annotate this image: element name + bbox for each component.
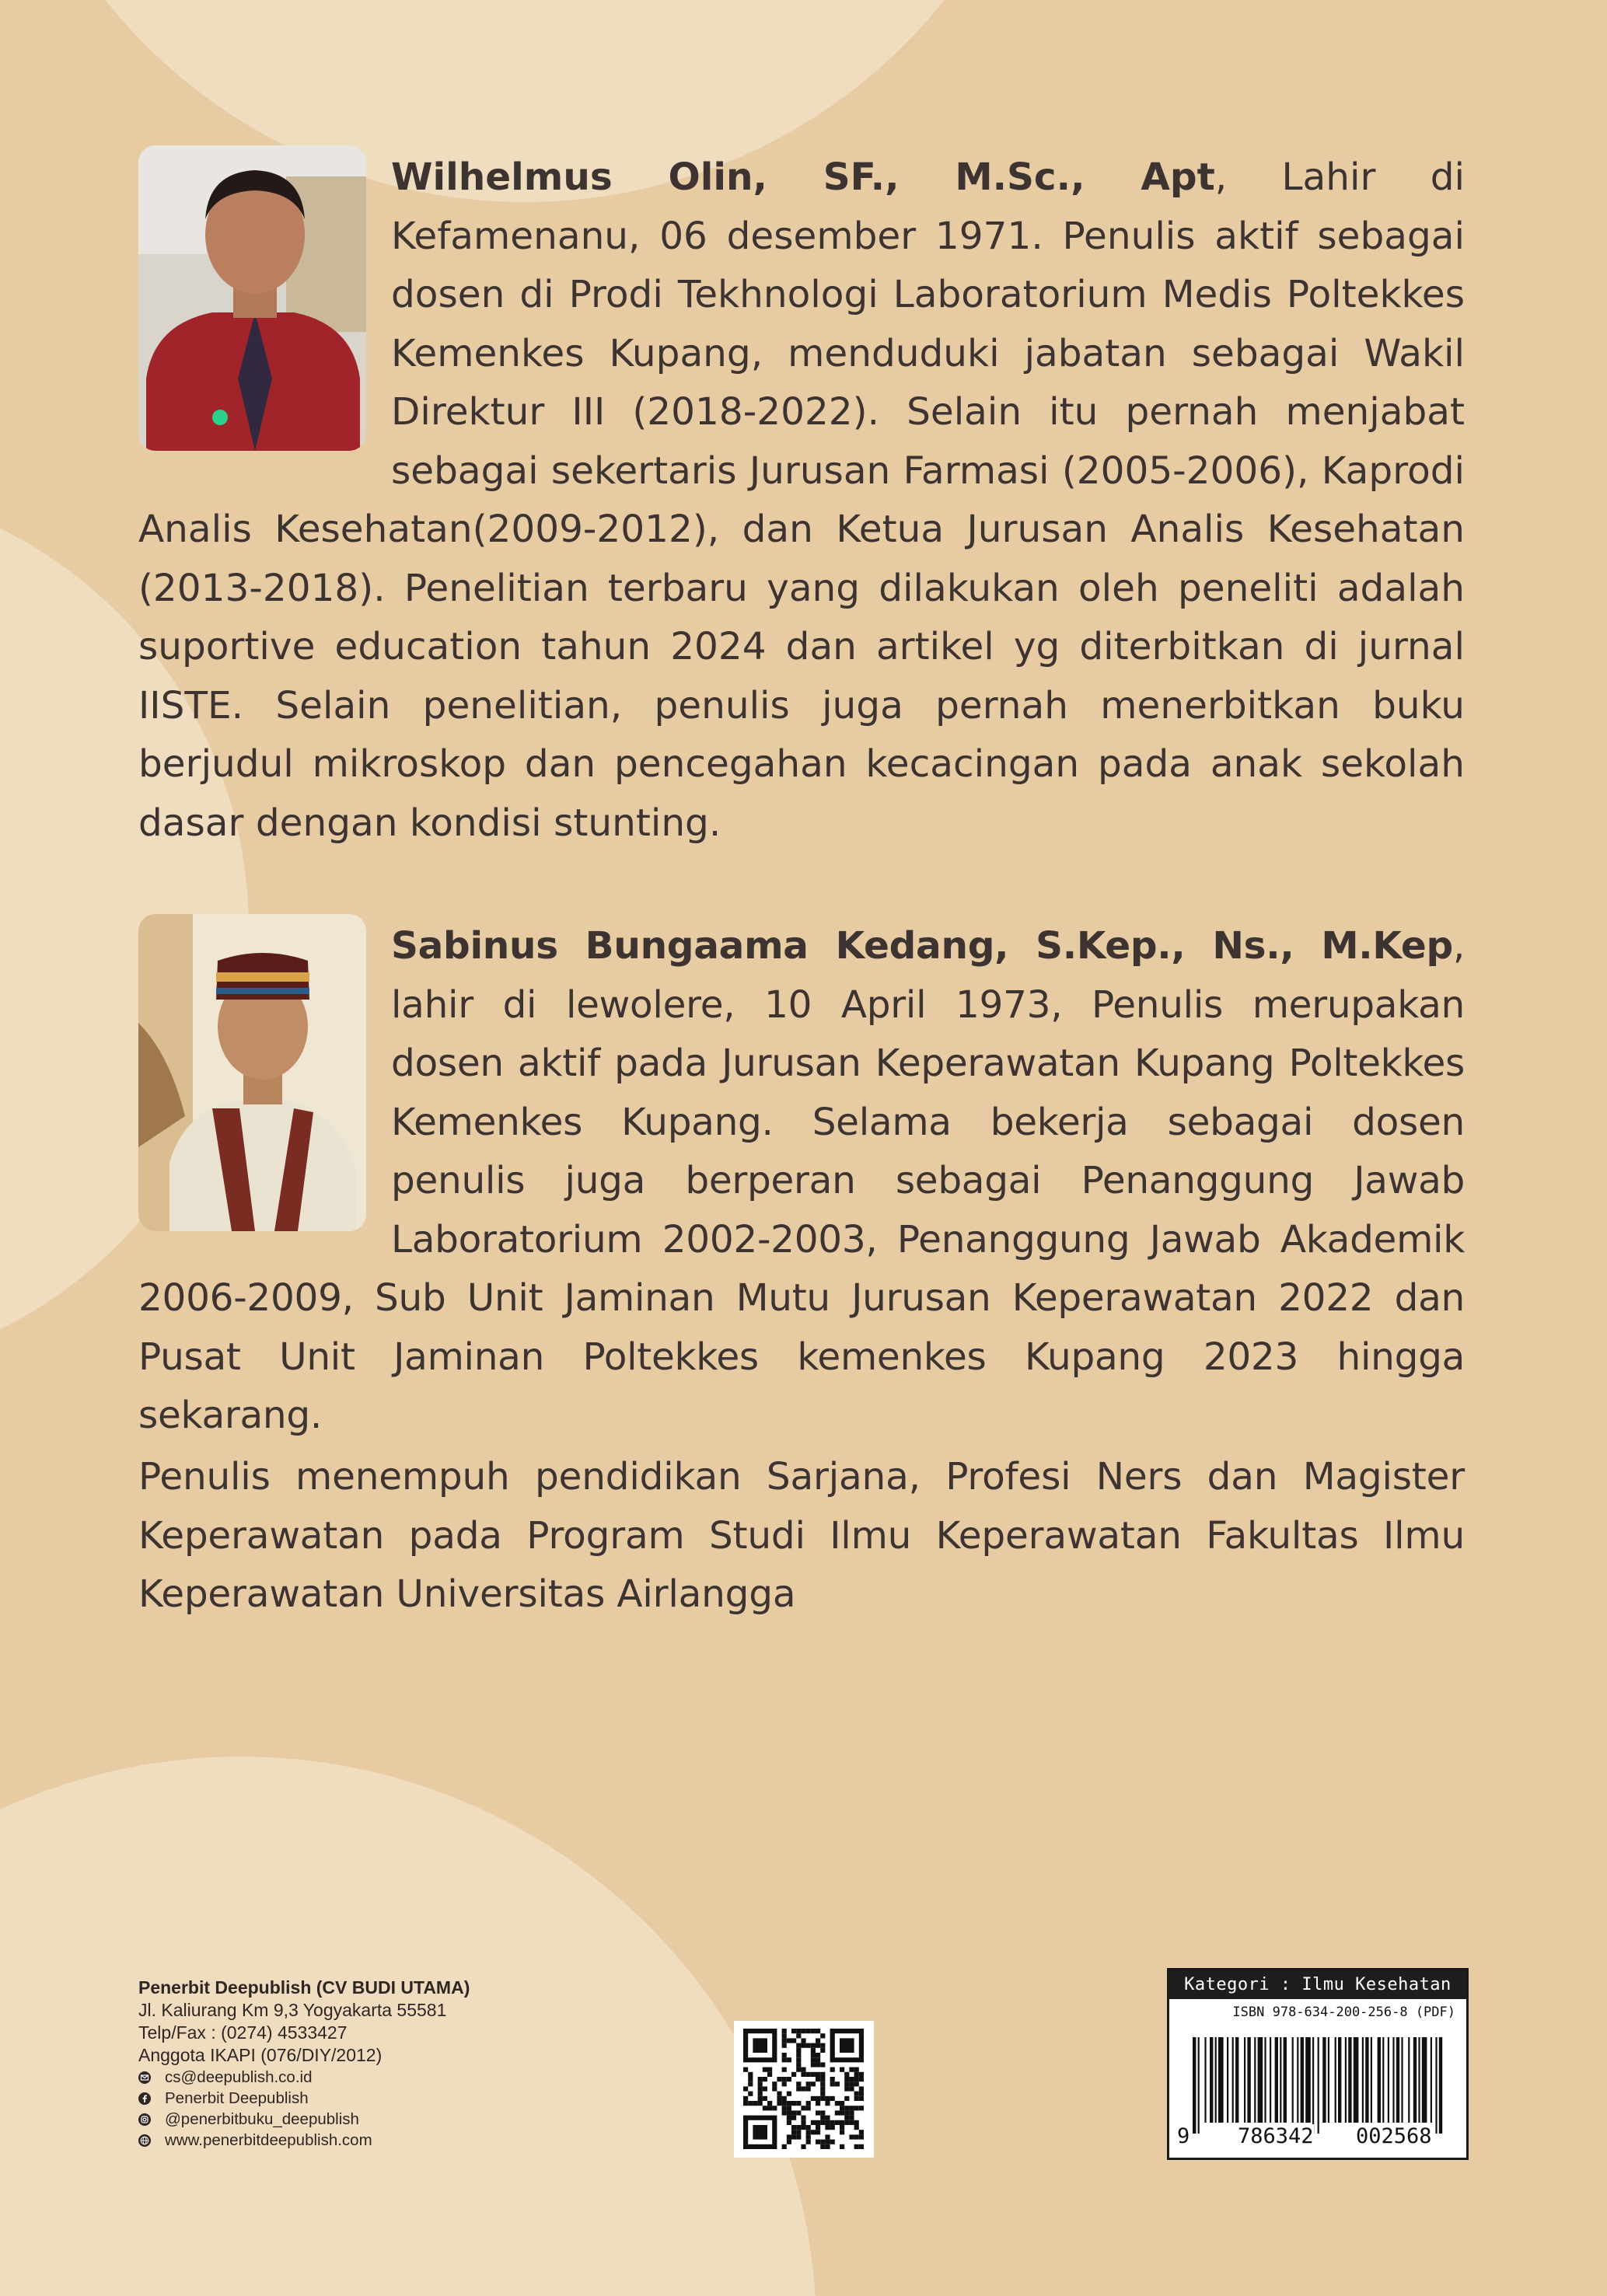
qr-module bbox=[820, 2116, 825, 2120]
publisher-instagram[interactable] bbox=[138, 2109, 470, 2130]
qr-module bbox=[763, 2077, 767, 2081]
qr-module bbox=[806, 2125, 811, 2130]
qr-module bbox=[801, 2043, 805, 2048]
qr-module bbox=[835, 2081, 840, 2086]
qr-module bbox=[787, 2110, 791, 2115]
qr-module bbox=[782, 2144, 787, 2149]
barcode-bar bbox=[1413, 2037, 1417, 2123]
publisher-instagram-text: @penerbitbuku_deepublish bbox=[165, 2110, 359, 2128]
publisher-email[interactable] bbox=[138, 2067, 470, 2088]
qr-module bbox=[816, 2057, 820, 2062]
author2-name: Sabinus Bungaama Kedang, S.Kep., Ns., M.Kep bbox=[391, 924, 1453, 968]
qr-module bbox=[796, 2033, 801, 2038]
qr-module bbox=[854, 2125, 859, 2130]
qr-module bbox=[763, 2067, 767, 2072]
qr-finder-core bbox=[753, 2038, 767, 2053]
qr-module bbox=[787, 2116, 791, 2120]
qr-module bbox=[816, 2110, 820, 2115]
qr-module bbox=[844, 2110, 849, 2115]
barcode-bar bbox=[1198, 2037, 1200, 2134]
qr-module bbox=[849, 2120, 854, 2125]
qr-module bbox=[748, 2092, 753, 2096]
qr-module bbox=[859, 2096, 864, 2101]
qr-module bbox=[796, 2062, 801, 2067]
qr-module bbox=[849, 2077, 854, 2081]
qr-module bbox=[854, 2144, 859, 2149]
qr-module bbox=[753, 2101, 757, 2106]
isbn-number: ISBN 978-634-200-256-8 (PDF) bbox=[1232, 2005, 1455, 2020]
qr-module bbox=[820, 2048, 825, 2053]
qr-module bbox=[782, 2029, 787, 2033]
qr-module bbox=[791, 2101, 796, 2106]
isbn-box bbox=[1167, 1968, 1469, 2160]
qr-module bbox=[763, 2096, 767, 2101]
qr-module bbox=[840, 2106, 844, 2110]
publisher-website[interactable] bbox=[138, 2130, 470, 2151]
barcode-bar bbox=[1264, 2037, 1266, 2123]
barcode-digits-left: 786342 bbox=[1238, 2124, 1314, 2148]
barcode-bar bbox=[1318, 2037, 1319, 2134]
qr-module bbox=[763, 2106, 767, 2110]
publisher-phone: Telp/Fax : (0274) 4533427 bbox=[138, 2022, 348, 2043]
qr-module bbox=[777, 2092, 781, 2096]
barcode-bar bbox=[1401, 2037, 1403, 2123]
qr-module bbox=[820, 2144, 825, 2149]
qr-module bbox=[791, 2072, 796, 2077]
qr-module bbox=[844, 2086, 849, 2091]
barcode-bar bbox=[1431, 2037, 1432, 2123]
barcode-bar bbox=[1193, 2037, 1196, 2134]
qr-module bbox=[806, 2134, 811, 2139]
qr-module bbox=[844, 2072, 849, 2077]
qr-module bbox=[796, 2067, 801, 2072]
qr-module bbox=[743, 2101, 748, 2106]
qr-module bbox=[820, 2120, 825, 2125]
qr-module bbox=[820, 2072, 825, 2077]
qr-module bbox=[849, 2106, 854, 2110]
qr-module bbox=[782, 2053, 787, 2057]
qr-module bbox=[811, 2029, 816, 2033]
qr-module bbox=[758, 2077, 763, 2081]
qr-module bbox=[849, 2081, 854, 2086]
qr-module bbox=[840, 2110, 844, 2115]
qr-module bbox=[840, 2130, 844, 2134]
qr-module bbox=[825, 2125, 830, 2130]
barcode-bar bbox=[1232, 2037, 1234, 2123]
qr-module bbox=[782, 2101, 787, 2106]
qr-module bbox=[787, 2101, 791, 2106]
qr-module bbox=[830, 2067, 835, 2072]
qr-module bbox=[830, 2125, 835, 2130]
qr-module bbox=[767, 2067, 772, 2072]
publisher-facebook[interactable] bbox=[138, 2088, 470, 2109]
barcode-bar bbox=[1297, 2037, 1298, 2123]
qr-module bbox=[840, 2120, 844, 2125]
qr-module bbox=[820, 2077, 825, 2081]
barcode-bar bbox=[1435, 2037, 1437, 2134]
qr-module bbox=[825, 2134, 830, 2139]
author1-name: Wilhelmus Olin, SF., M.Sc., Apt bbox=[391, 155, 1215, 199]
qr-module bbox=[801, 2125, 805, 2130]
qr-module bbox=[859, 2092, 864, 2096]
qr-module bbox=[854, 2134, 859, 2139]
qr-module bbox=[811, 2081, 816, 2086]
qr-module bbox=[816, 2043, 820, 2048]
qr-module bbox=[796, 2130, 801, 2134]
qr-module bbox=[763, 2086, 767, 2091]
qr-module bbox=[801, 2029, 805, 2033]
qr-module bbox=[816, 2130, 820, 2134]
qr-module bbox=[791, 2116, 796, 2120]
qr-module bbox=[825, 2144, 830, 2149]
qr-module bbox=[816, 2038, 820, 2043]
qr-module bbox=[849, 2110, 854, 2115]
qr-module bbox=[830, 2120, 835, 2125]
qr-module bbox=[820, 2086, 825, 2091]
qr-module bbox=[782, 2067, 787, 2072]
qr-module bbox=[844, 2081, 849, 2086]
qr-module bbox=[796, 2125, 801, 2130]
qr-module bbox=[825, 2096, 830, 2101]
qr-code-image bbox=[734, 2021, 874, 2158]
qr-module bbox=[816, 2072, 820, 2077]
qr-module bbox=[859, 2072, 864, 2077]
barcode-bar bbox=[1215, 2037, 1217, 2123]
barcode-bar bbox=[1362, 2037, 1364, 2123]
barcode-bar bbox=[1301, 2037, 1304, 2123]
qr-module bbox=[743, 2067, 748, 2072]
barcode-bar bbox=[1305, 2037, 1311, 2123]
qr-module bbox=[772, 2086, 777, 2091]
qr-module bbox=[787, 2038, 791, 2043]
qr-module bbox=[806, 2086, 811, 2091]
qr-module bbox=[816, 2077, 820, 2081]
barcode-bar bbox=[1292, 2037, 1294, 2123]
qr-module bbox=[743, 2096, 748, 2101]
qr-module bbox=[825, 2120, 830, 2125]
qr-module bbox=[816, 2053, 820, 2057]
qr-module bbox=[801, 2106, 805, 2110]
qr-module bbox=[849, 2086, 854, 2091]
barcode-bar bbox=[1204, 2037, 1206, 2123]
qr-module bbox=[796, 2057, 801, 2062]
qr-module bbox=[854, 2096, 859, 2101]
qr-module bbox=[787, 2077, 791, 2081]
qr-module bbox=[791, 2134, 796, 2139]
barcode-bar bbox=[1284, 2037, 1287, 2123]
qr-module bbox=[854, 2072, 859, 2077]
qr-module bbox=[758, 2092, 763, 2096]
barcode-bar bbox=[1396, 2037, 1399, 2123]
qr-module bbox=[811, 2072, 816, 2077]
qr-module bbox=[767, 2106, 772, 2110]
qr-module bbox=[782, 2096, 787, 2101]
barcode-bar bbox=[1218, 2037, 1224, 2123]
qr-module bbox=[820, 2043, 825, 2048]
qr-module bbox=[854, 2067, 859, 2072]
barcode-bar bbox=[1244, 2037, 1245, 2123]
qr-module bbox=[796, 2086, 801, 2091]
qr-module bbox=[801, 2038, 805, 2043]
qr-module bbox=[820, 2092, 825, 2096]
qr-module bbox=[796, 2101, 801, 2106]
qr-module bbox=[758, 2081, 763, 2086]
category-label: Kategori : Ilmu Kesehatan bbox=[1169, 1970, 1466, 1999]
qr-module bbox=[859, 2130, 864, 2134]
qr-module bbox=[854, 2106, 859, 2110]
qr-module bbox=[816, 2029, 820, 2033]
qr-module bbox=[767, 2072, 772, 2077]
qr-module bbox=[859, 2086, 864, 2091]
qr-module bbox=[859, 2144, 864, 2149]
publisher-ikapi: Anggota IKAPI (076/DIY/2012) bbox=[138, 2045, 383, 2065]
author2-bio-text: , lahir di lewolere, 10 April 1973, Penulis merupakan dosen aktif pada Jurusan Keperawatan Kupang Poltekkes Kemenkes Kupang. Selama bekerja sebagai dosen penulis juga berperan sebagai Penanggung Jawab Laboratorium 2002-2003, Penanggung Jawab Akademik 2006-2009, Sub Unit Jaminan Mutu Jurusan Keperawatan 2022 dan Pusat Unit Jaminan Poltekkes kemenkes Kupang 2023 hingga sekarang. bbox=[138, 924, 1465, 1437]
barcode-bar bbox=[1258, 2037, 1263, 2123]
qr-module bbox=[772, 2106, 777, 2110]
barcode-bar bbox=[1365, 2037, 1368, 2123]
qr-module bbox=[816, 2140, 820, 2144]
qr-module bbox=[758, 2101, 763, 2106]
qr-module bbox=[816, 2096, 820, 2101]
qr-module bbox=[801, 2116, 805, 2120]
barcode-bar bbox=[1439, 2037, 1442, 2134]
qr-module bbox=[830, 2096, 835, 2101]
qr-module bbox=[782, 2038, 787, 2043]
qr-module bbox=[782, 2057, 787, 2062]
publisher-email-text: cs@deepublish.co.id bbox=[165, 2068, 313, 2086]
author1-bio bbox=[138, 148, 1465, 853]
barcode-bar bbox=[1348, 2037, 1351, 2123]
qr-module bbox=[748, 2077, 753, 2081]
qr-module bbox=[844, 2106, 849, 2110]
instagram-icon bbox=[138, 2113, 151, 2126]
qr-module bbox=[844, 2120, 849, 2125]
qr-module bbox=[830, 2140, 835, 2144]
barcode-bar bbox=[1378, 2037, 1381, 2123]
qr-module bbox=[844, 2096, 849, 2101]
qr-module bbox=[801, 2072, 805, 2077]
barcode-bar bbox=[1382, 2037, 1384, 2123]
qr-module bbox=[787, 2106, 791, 2110]
qr-module bbox=[801, 2144, 805, 2149]
qr-module bbox=[806, 2130, 811, 2134]
barcode-bar bbox=[1322, 2037, 1326, 2123]
qr-module bbox=[787, 2134, 791, 2139]
qr-module bbox=[796, 2134, 801, 2139]
barcode-bar bbox=[1335, 2037, 1336, 2123]
qr-module bbox=[787, 2057, 791, 2062]
qr-module bbox=[854, 2081, 859, 2086]
qr-module bbox=[835, 2120, 840, 2125]
qr-module bbox=[835, 2110, 840, 2115]
qr-module bbox=[816, 2120, 820, 2125]
barcode-bar bbox=[1312, 2037, 1314, 2134]
qr-module bbox=[859, 2106, 864, 2110]
qr-module bbox=[854, 2120, 859, 2125]
qr-module bbox=[849, 2116, 854, 2120]
qr-module bbox=[796, 2043, 801, 2048]
author2-bio bbox=[138, 917, 1465, 1446]
publisher-website-text: www.penerbitdeepublish.com bbox=[165, 2131, 372, 2149]
barcode-bar bbox=[1210, 2037, 1213, 2123]
qr-module bbox=[748, 2101, 753, 2106]
qr-module bbox=[811, 2048, 816, 2053]
qr-module bbox=[849, 2134, 854, 2139]
barcode-bar bbox=[1345, 2037, 1347, 2123]
qr-module bbox=[801, 2067, 805, 2072]
globe-icon bbox=[138, 2134, 151, 2147]
qr-module bbox=[767, 2101, 772, 2106]
qr-module bbox=[782, 2043, 787, 2048]
barcode-bar bbox=[1280, 2037, 1281, 2123]
qr-module bbox=[840, 2101, 844, 2106]
qr-module bbox=[796, 2110, 801, 2115]
qr-module bbox=[816, 2101, 820, 2106]
qr-module bbox=[791, 2038, 796, 2043]
barcode-bar bbox=[1371, 2037, 1372, 2123]
qr-module bbox=[748, 2072, 753, 2077]
barcode-digits-right: 002568 bbox=[1356, 2124, 1432, 2148]
education-paragraph: Penulis menempuh pendidikan Sarjana, Profesi Ners dan Magister Keperawatan pada Program Studi Ilmu Keperawatan Fakultas Ilmu Keperawatan Universitas Airlangga bbox=[138, 1455, 1465, 1616]
barcode-bar bbox=[1388, 2037, 1389, 2123]
barcode bbox=[1182, 2037, 1454, 2138]
qr-module bbox=[816, 2125, 820, 2130]
qr-module bbox=[782, 2081, 787, 2086]
qr-module bbox=[820, 2081, 825, 2086]
qr-module bbox=[811, 2053, 816, 2057]
qr-module bbox=[840, 2067, 844, 2072]
qr-module bbox=[806, 2029, 811, 2033]
barcode-bar bbox=[1408, 2037, 1410, 2123]
facebook-icon bbox=[138, 2092, 151, 2105]
author1-bio-text: , Lahir di Kefamenanu, 06 desember 1971. Penulis aktif sebagai dosen di Prodi Tekhnologi Laboratorium Medis Poltekkes Kemenkes Kupang, menduduki jabatan sebagai Wakil Direktur III (2018-2022). Selain itu pernah menjabat sebagai sekertaris Jurusan Farmasi (2005-2006), Kaprodi Analis Kesehatan(2009-2012), dan Ketua Jurusan Analis Kesehatan (2013-2018). Penelitian terbaru yang dilakukan oleh peneliti adalah suportive education tahun 2024 dan artikel yg diterbitkan di jurnal IISTE. Selain penelitian, penulis juga pernah menerbitkan buku berjudul mikroskop dan pencegahan kecacingan pada anak sekolah dasar dengan kondisi stunting. bbox=[138, 155, 1465, 845]
barcode-bar bbox=[1275, 2037, 1278, 2123]
email-icon bbox=[138, 2071, 151, 2084]
qr-module bbox=[777, 2077, 781, 2081]
barcode-digit-first: 9 bbox=[1177, 2124, 1190, 2148]
qr-module bbox=[748, 2081, 753, 2086]
barcode-bar bbox=[1247, 2037, 1250, 2123]
qr-module bbox=[820, 2110, 825, 2115]
barcode-bar bbox=[1328, 2037, 1329, 2123]
qr-module bbox=[787, 2140, 791, 2144]
qr-module bbox=[820, 2033, 825, 2038]
qr-module bbox=[777, 2101, 781, 2106]
qr-module bbox=[782, 2106, 787, 2110]
qr-module bbox=[796, 2081, 801, 2086]
qr-module bbox=[811, 2062, 816, 2067]
qr-module bbox=[849, 2067, 854, 2072]
qr-module bbox=[811, 2096, 816, 2101]
qr-finder-core bbox=[753, 2125, 767, 2140]
qr-module bbox=[806, 2106, 811, 2110]
barcode-bar bbox=[1254, 2037, 1256, 2123]
qr-finder-core bbox=[840, 2038, 854, 2053]
qr-module bbox=[743, 2086, 748, 2091]
qr-module bbox=[820, 2140, 825, 2144]
qr-module bbox=[854, 2092, 859, 2096]
qr-module bbox=[830, 2081, 835, 2086]
qr-module bbox=[801, 2120, 805, 2125]
qr-module bbox=[791, 2029, 796, 2033]
qr-module bbox=[835, 2101, 840, 2106]
qr-module bbox=[811, 2043, 816, 2048]
qr-module bbox=[772, 2081, 777, 2086]
barcode-bar bbox=[1227, 2037, 1228, 2123]
qr-module bbox=[782, 2110, 787, 2115]
qr-module bbox=[854, 2077, 859, 2081]
barcode-bar bbox=[1392, 2037, 1394, 2123]
qr-module bbox=[811, 2130, 816, 2134]
qr-module bbox=[825, 2140, 830, 2144]
qr-module bbox=[830, 2077, 835, 2081]
qr-module bbox=[820, 2096, 825, 2101]
qr-module bbox=[801, 2086, 805, 2091]
qr-module bbox=[791, 2125, 796, 2130]
qr-module bbox=[787, 2120, 791, 2125]
qr-module bbox=[825, 2116, 830, 2120]
publisher-address: Jl. Kaliurang Km 9,3 Yogyakarta 55581 bbox=[138, 2000, 447, 2020]
qr-module bbox=[859, 2077, 864, 2081]
qr-module bbox=[777, 2096, 781, 2101]
qr-module bbox=[791, 2110, 796, 2115]
barcode-bar bbox=[1270, 2037, 1271, 2123]
qr-module bbox=[840, 2144, 844, 2149]
qr-module bbox=[806, 2101, 811, 2106]
barcode-bar bbox=[1338, 2037, 1341, 2123]
qr-module bbox=[844, 2077, 849, 2081]
qr-module bbox=[758, 2096, 763, 2101]
barcode-bar bbox=[1235, 2037, 1238, 2123]
barcode-bar bbox=[1422, 2037, 1427, 2123]
qr-module bbox=[859, 2134, 864, 2139]
qr-module bbox=[811, 2120, 816, 2125]
qr-module bbox=[816, 2062, 820, 2067]
publisher-info bbox=[138, 1977, 470, 2151]
barcode-bar bbox=[1418, 2037, 1420, 2123]
qr-module bbox=[811, 2057, 816, 2062]
barcode-bar bbox=[1354, 2037, 1359, 2123]
qr-module bbox=[844, 2116, 849, 2120]
qr-module bbox=[758, 2086, 763, 2091]
qr-module bbox=[796, 2053, 801, 2057]
publisher-name: Penerbit Deepublish (CV BUDI UTAMA) bbox=[138, 1977, 470, 1998]
author2-photo bbox=[138, 914, 366, 1231]
publisher-facebook-text: Penerbit Deepublish bbox=[165, 2089, 309, 2107]
qr-module bbox=[806, 2072, 811, 2077]
qr-module bbox=[806, 2043, 811, 2048]
qr-module bbox=[806, 2140, 811, 2144]
author1-photo bbox=[138, 145, 366, 451]
qr-module bbox=[791, 2130, 796, 2134]
qr-module bbox=[820, 2062, 825, 2067]
qr-module bbox=[840, 2125, 844, 2130]
qr-module bbox=[782, 2033, 787, 2038]
qr-module bbox=[796, 2048, 801, 2053]
qr-code[interactable] bbox=[734, 2021, 874, 2158]
qr-module bbox=[796, 2029, 801, 2033]
qr-module bbox=[806, 2081, 811, 2086]
qr-module bbox=[825, 2101, 830, 2106]
qr-module bbox=[782, 2077, 787, 2081]
qr-module bbox=[787, 2092, 791, 2096]
